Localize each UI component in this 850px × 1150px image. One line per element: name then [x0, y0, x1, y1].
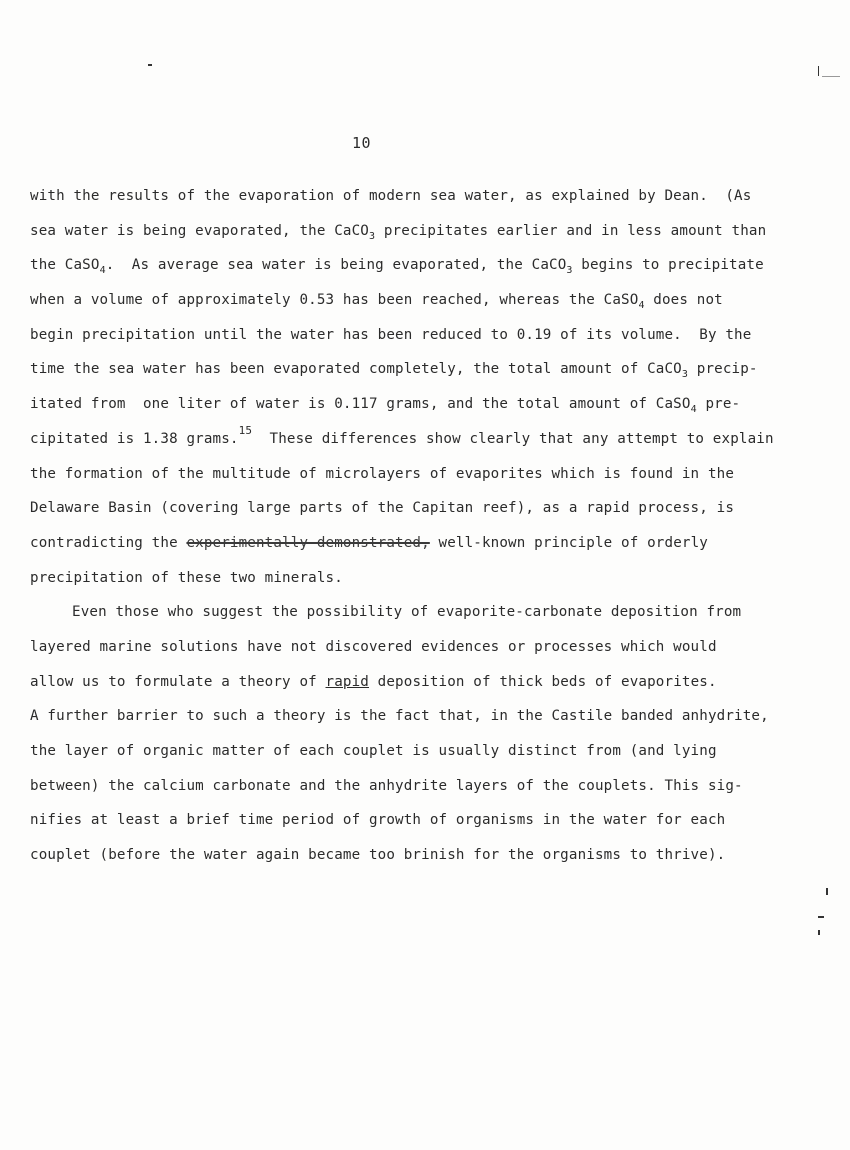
text-line: the layer of organic matter of each couplet is usually distinct from (and lying [30, 743, 717, 759]
text-line: begin precipitation until the water has been reduced to 0.19 of its volume. By the [30, 326, 752, 343]
text-line: itated from one liter of water is 0.117 grams, and the total amount of CaSO$_4$ pre- [30, 396, 741, 416]
scan-speck [148, 64, 152, 66]
scan-speck [822, 76, 840, 77]
formula-subscript: 3 [681, 369, 689, 381]
chemical-formula: CaSO [603, 292, 639, 309]
text-line: the formation of the multitude of microlayers of evaporites which is found in the [30, 465, 735, 482]
text-line: layered marine solutions have not discovered evidences or processes which would [30, 638, 717, 655]
scan-speck [818, 930, 820, 935]
text-line: A further barrier to such a theory is the fact that, in the Castile banded anhydrite, [30, 708, 769, 725]
text-line: nifies at least a brief time period of growth of organisms in the water for each [30, 812, 726, 829]
chemical-formula: CaCO [531, 257, 567, 274]
page-number: 10 [352, 134, 372, 152]
text-line: the CaSO$_4$. As average sea water is being evaporated, the CaCO$_3$ begins to precipitate [30, 257, 764, 277]
text-line: time the sea water has been evaporated completely, the total amount of CaCO$_3$ precip- [30, 361, 758, 381]
struck-through-text: experimentally demonstrated, [186, 534, 430, 551]
text-line: with the results of the evaporation of modern sea water, as explained by Dean. (As [30, 188, 752, 204]
scan-speck [818, 916, 824, 918]
text-line: allow us to formulate a theory of rapid deposition of thick beds of evaporites. [30, 673, 717, 690]
underlined-word: rapid [325, 673, 369, 690]
formula-subscript: 4 [99, 265, 106, 277]
text-line: contradicting the experimentally demonstrated, well-known principle of orderly [30, 534, 708, 551]
text-line: couplet (before the water again became too brinish for the organisms to thrive). [30, 847, 726, 864]
paragraph-start-line: Even those who suggest the possibility of evaporite-carbonate deposition from [72, 604, 742, 621]
text-line: between) the calcium carbonate and the anhydrite layers of the couplets. This sig- [30, 777, 743, 794]
chemical-formula: CaCO [334, 222, 369, 239]
chemical-formula: CaCO [647, 361, 682, 378]
text-line: Delaware Basin (covering large parts of the Capitan reef), as a rapid process, is [30, 500, 735, 517]
scan-speck [818, 66, 819, 76]
text-line: sea water is being evaporated, the CaCO$_3$ precipitates earlier and in less amount than [30, 222, 767, 242]
formula-subscript: 3 [369, 230, 376, 242]
chemical-formula: CaSO [655, 396, 691, 413]
formula-subscript: 4 [638, 300, 645, 312]
scan-speck [826, 888, 828, 895]
body-text [30, 183, 820, 877]
text-line: cipitated is 1.38 grams.$^{15}$ These differences show clearly that any attempt to explain [30, 423, 774, 447]
text-line: when a volume of approximately 0.53 has been reached, whereas the CaSO$_4$ does not [30, 292, 723, 312]
formula-subscript: 3 [566, 265, 573, 277]
text-line: precipitation of these two minerals. [30, 569, 343, 586]
formula-subscript: 4 [690, 404, 697, 416]
footnote-marker: 15 [238, 423, 253, 437]
chemical-formula: CaSO [64, 257, 100, 274]
